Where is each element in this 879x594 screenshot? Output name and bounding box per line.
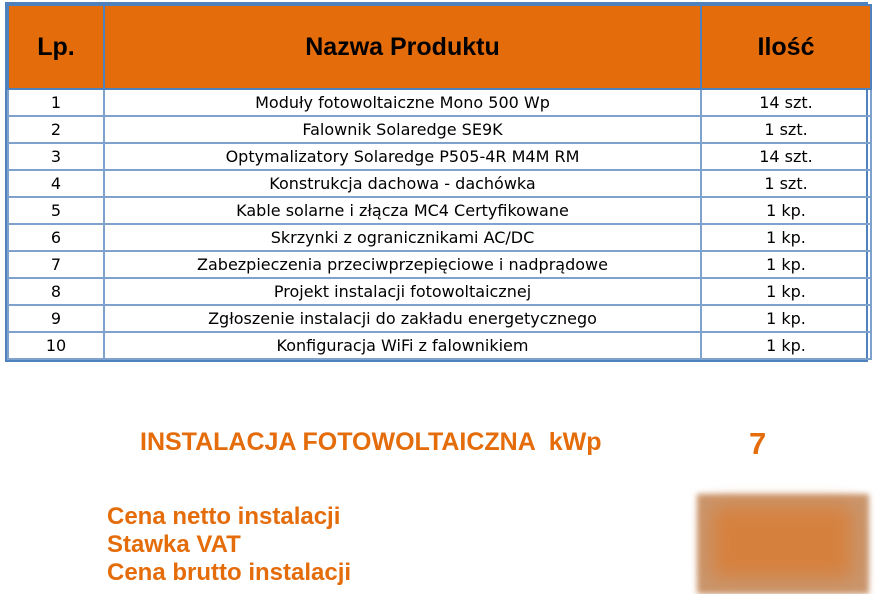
table-row (8, 251, 871, 278)
header-product-name: Nazwa Produktu (104, 5, 701, 89)
row-lp: 3 (8, 143, 104, 170)
table-row (8, 116, 871, 143)
row-product-name: Zgłoszenie instalacji do zakładu energetycznego (104, 305, 701, 332)
price-labels (107, 503, 351, 587)
product-table (7, 4, 872, 360)
installation-power-value: 7 (749, 426, 767, 461)
gross-price-label: Cena brutto instalacji (107, 559, 352, 586)
row-lp: 5 (8, 197, 104, 224)
row-lp: 8 (8, 278, 104, 305)
row-lp: 4 (8, 170, 104, 197)
row-quantity: 1 kp. (701, 332, 871, 359)
table-row (8, 197, 871, 224)
blurred-price-values (712, 506, 852, 578)
product-table-container (5, 2, 868, 362)
row-quantity: 1 kp. (701, 197, 871, 224)
header-lp: Lp. (8, 5, 104, 89)
table-row (8, 224, 871, 251)
row-lp: 6 (8, 224, 104, 251)
row-quantity: 14 szt. (701, 89, 871, 116)
vat-rate-label: Stawka VAT (107, 531, 241, 558)
row-quantity: 1 kp. (701, 251, 871, 278)
installation-power-label: INSTALACJA FOTOWOLTAICZNA kWp (140, 428, 602, 456)
row-product-name: Zabezpieczenia przeciwprzepięciowe i nadprądowe (104, 251, 701, 278)
header-quantity: Ilość (701, 5, 871, 89)
table-row (8, 332, 871, 359)
row-lp: 7 (8, 251, 104, 278)
table-row (8, 143, 871, 170)
row-product-name: Konfiguracja WiFi z falownikiem (104, 332, 701, 359)
row-quantity: 1 szt. (701, 116, 871, 143)
row-lp: 1 (8, 89, 104, 116)
row-lp: 9 (8, 305, 104, 332)
row-product-name: Falownik Solaredge SE9K (104, 116, 701, 143)
row-product-name: Skrzynki z ogranicznikami AC/DC (104, 224, 701, 251)
table-row (8, 89, 871, 116)
table-header-row (8, 5, 871, 89)
row-product-name: Kable solarne i złącza MC4 Certyfikowane (104, 197, 701, 224)
row-quantity: 1 szt. (701, 170, 871, 197)
net-price-label: Cena netto instalacji (107, 503, 341, 530)
row-quantity: 14 szt. (701, 143, 871, 170)
row-lp: 2 (8, 116, 104, 143)
row-quantity: 1 kp. (701, 305, 871, 332)
table-row (8, 170, 871, 197)
row-quantity: 1 kp. (701, 278, 871, 305)
row-quantity: 1 kp. (701, 224, 871, 251)
row-product-name: Optymalizatory Solaredge P505-4R M4M RM (104, 143, 701, 170)
table-row (8, 278, 871, 305)
row-product-name: Konstrukcja dachowa - dachówka (104, 170, 701, 197)
row-lp: 10 (8, 332, 104, 359)
row-product-name: Projekt instalacji fotowoltaicznej (104, 278, 701, 305)
row-product-name: Moduły fotowoltaiczne Mono 500 Wp (104, 89, 701, 116)
table-row (8, 305, 871, 332)
